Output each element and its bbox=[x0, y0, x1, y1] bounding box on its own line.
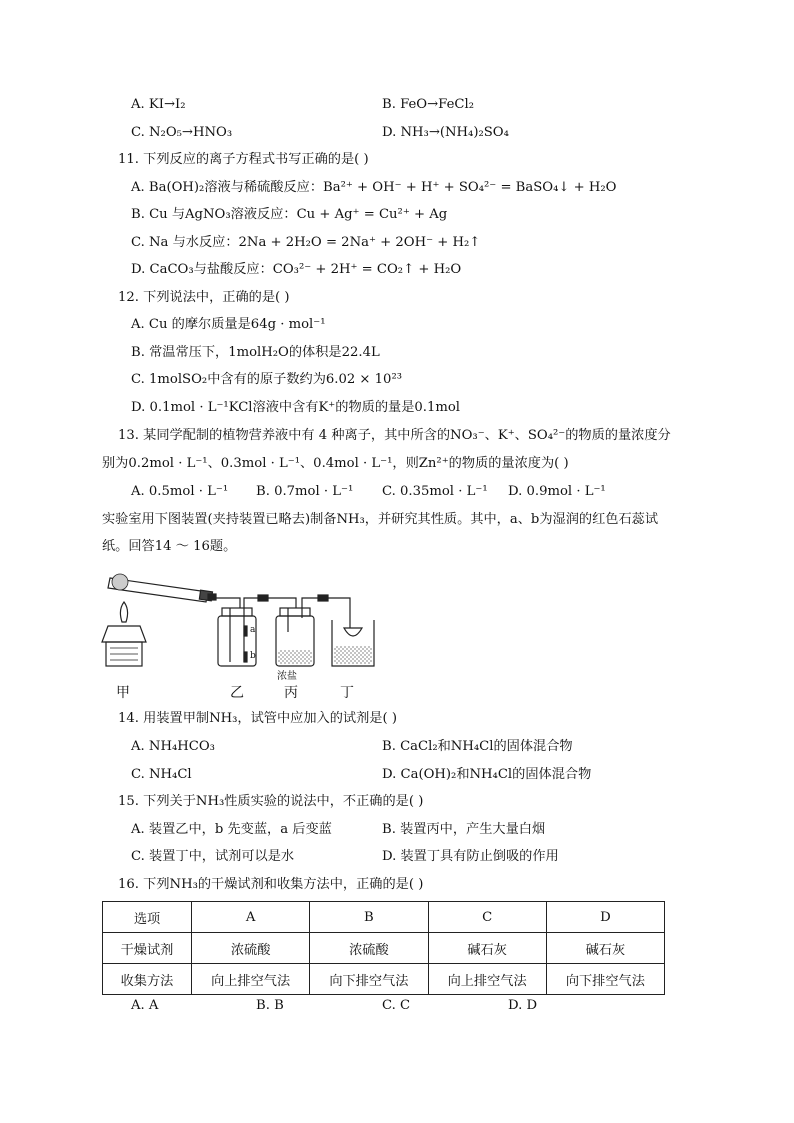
q15-option-d: D. 装置丁具有防止倒吸的作用 bbox=[382, 849, 559, 864]
q12-option-c: C. 1molSO₂中含有的原子数约为6.02 × 10²³ bbox=[131, 372, 403, 387]
q13-option-d: D. 0.9mol · L⁻¹ bbox=[508, 484, 606, 499]
table-row bbox=[103, 964, 665, 995]
table-cell: 碱石灰 bbox=[546, 933, 664, 964]
q11-option-c: C. Na 与水反应：2Na + 2H₂O = 2Na⁺ + 2OH⁻ + H₂↑ bbox=[131, 235, 481, 250]
q14-option-b: B. CaCl₂和NH₄Cl的固体混合物 bbox=[382, 739, 573, 754]
q14-option-d: D. Ca(OH)₂和NH₄Cl的固体混合物 bbox=[382, 767, 592, 782]
q16-stem: 16. 下列NH₃的干燥试剂和收集方法中，正确的是( ) bbox=[118, 877, 424, 892]
q16-option-c: C. C bbox=[382, 998, 411, 1013]
experiment-intro-line1: 实验室用下图装置(夹持装置已略去)制备NH₃，并研究其性质。其中，a、b为湿润的红色石蕊试 bbox=[102, 512, 659, 527]
q13-option-c: C. 0.35mol · L⁻¹ bbox=[382, 484, 488, 499]
table-cell: A bbox=[192, 902, 310, 933]
table-cell: 干燥试剂 bbox=[103, 933, 192, 964]
table-row bbox=[103, 933, 665, 964]
bottle-yi-cap bbox=[222, 608, 252, 616]
q16-options-table bbox=[102, 901, 665, 995]
acid-label: 浓盐 bbox=[277, 671, 297, 682]
q14-stem: 14. 用装置甲制NH₃，试管中应加入的试剂是( ) bbox=[118, 711, 397, 726]
table-cell: 向下排空气法 bbox=[310, 964, 428, 995]
ammonia-apparatus-figure bbox=[100, 562, 430, 706]
label-jia: 甲 bbox=[116, 685, 130, 701]
bottle-bing-cap bbox=[280, 608, 310, 616]
experiment-intro-line2: 纸。回答14 ～ 16题。 bbox=[102, 539, 237, 554]
q11-option-b: B. Cu 与AgNO₃溶液反应：Cu + Ag⁺ = Cu²⁺ + Ag bbox=[131, 207, 448, 222]
q12-option-d: D. 0.1mol · L⁻¹KCl溶液中含有K⁺的物质的量是0.1mol bbox=[131, 400, 461, 415]
q10-option-d: D. NH₃→(NH₄)₂SO₄ bbox=[382, 125, 509, 140]
q11-option-a: A. Ba(OH)₂溶液与稀硫酸反应：Ba²⁺ + OH⁻ + H⁺ + SO₄²⁻ = BaSO₄↓ + H₂O bbox=[131, 180, 617, 195]
table-cell: 向上排空气法 bbox=[192, 964, 310, 995]
q15-option-c: C. 装置丁中，试剂可以是水 bbox=[131, 849, 295, 864]
table-cell: 向下排空气法 bbox=[546, 964, 664, 995]
q14-option-a: A. NH₄HCO₃ bbox=[131, 739, 215, 754]
q15-stem: 15. 下列关于NH₃性质实验的说法中，不正确的是( ) bbox=[118, 794, 424, 809]
table-cell: 收集方法 bbox=[103, 964, 192, 995]
q15-option-b: B. 装置丙中，产生大量白烟 bbox=[382, 822, 546, 837]
label-yi: 乙 bbox=[230, 685, 244, 701]
table-cell: 碱石灰 bbox=[428, 933, 546, 964]
q16-option-d: D. D bbox=[508, 998, 538, 1013]
label-bing: 丙 bbox=[284, 685, 298, 701]
strip-a-label: a bbox=[250, 625, 256, 635]
apparatus-drawing bbox=[100, 562, 430, 702]
table-cell: D bbox=[546, 902, 664, 933]
q12-option-b: B. 常温常压下，1molH₂O的体积是22.4L bbox=[131, 345, 380, 360]
label-ding: 丁 bbox=[340, 685, 354, 701]
q16-option-b: B. B bbox=[256, 998, 284, 1013]
q13-option-b: B. 0.7mol · L⁻¹ bbox=[256, 484, 354, 499]
table-row bbox=[103, 902, 665, 933]
inverted-funnel bbox=[344, 622, 362, 636]
table-cell: 选项 bbox=[103, 902, 192, 933]
q13-stem-continued: 别为0.2mol · L⁻¹、0.3mol · L⁻¹、0.4mol · L⁻¹，则Zn²⁺的物质的量浓度为( ) bbox=[102, 456, 569, 471]
q10-option-b: B. FeO→FeCl₂ bbox=[382, 97, 474, 112]
q13-option-a: A. 0.5mol · L⁻¹ bbox=[131, 484, 229, 499]
table-cell: 浓硫酸 bbox=[310, 933, 428, 964]
q12-option-a: A. Cu 的摩尔质量是64g · mol⁻¹ bbox=[131, 317, 326, 332]
table-cell: 浓硫酸 bbox=[192, 933, 310, 964]
table-cell: C bbox=[428, 902, 546, 933]
q10-option-c: C. N₂O₅→HNO₃ bbox=[131, 125, 233, 140]
q12-stem: 12. 下列说法中，正确的是( ) bbox=[118, 290, 290, 305]
strip-b-label: b bbox=[250, 651, 256, 661]
burner-top bbox=[102, 626, 146, 642]
q13-stem: 13. 某同学配制的植物营养液中有 4 种离子，其中所含的NO₃⁻、K⁺、SO₄²⁻的物质的量浓度分 bbox=[118, 428, 671, 443]
flame bbox=[120, 602, 127, 622]
q14-option-c: C. NH₄Cl bbox=[131, 767, 192, 782]
q11-option-d: D. CaCO₃与盐酸反应：CO₃²⁻ + 2H⁺ = CO₂↑ + H₂O bbox=[131, 262, 462, 277]
q16-option-a: A. A bbox=[131, 998, 159, 1013]
table-cell: B bbox=[310, 902, 428, 933]
table-cell: 向上排空气法 bbox=[428, 964, 546, 995]
q10-option-a: A. KI→I₂ bbox=[131, 97, 186, 112]
q15-option-a: A. 装置乙中，b 先变蓝，a 后变蓝 bbox=[131, 822, 332, 837]
q11-stem: 11. 下列反应的离子方程式书写正确的是( ) bbox=[118, 152, 369, 167]
